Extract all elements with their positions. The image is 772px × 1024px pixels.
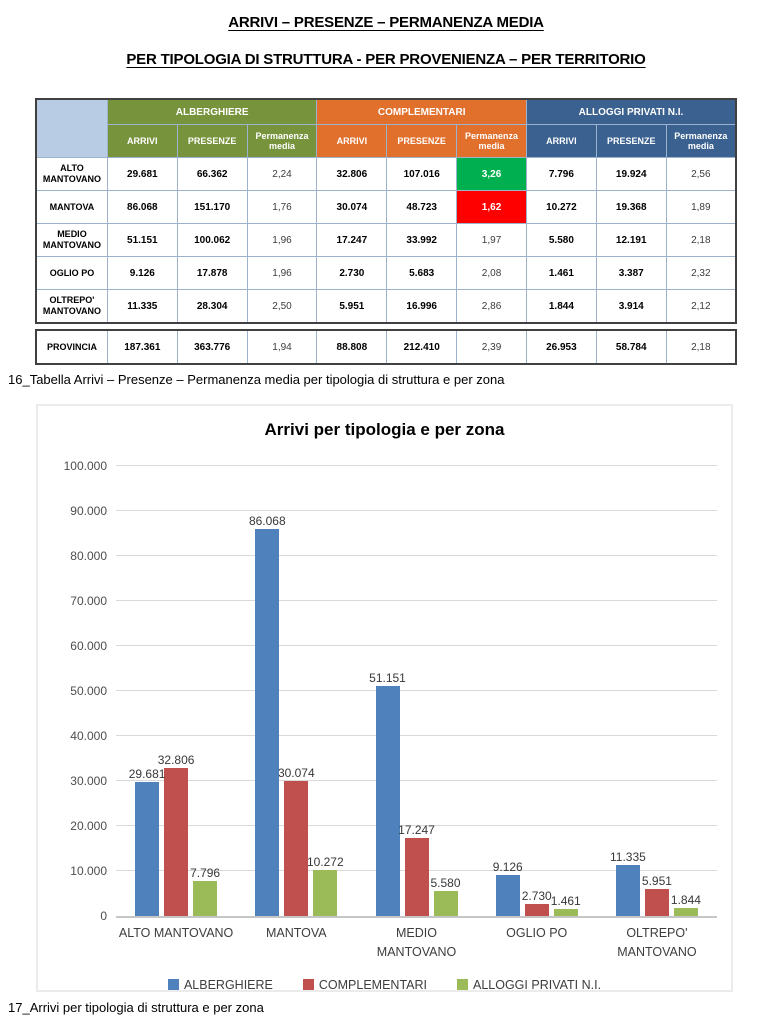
subheader-cell: Permanenza media	[457, 125, 527, 158]
zone-label: PROVINCIA	[36, 330, 107, 364]
bar-group	[248, 466, 286, 916]
zone-label: ALTO MANTOVANO	[36, 158, 107, 191]
category-label: ALTO MANTOVANO	[118, 926, 234, 940]
page-title: ARRIVI – PRESENZE – PERMANENZA MEDIA	[228, 14, 544, 31]
legend-label: ALLOGGI PRIVATI N.I.	[473, 977, 602, 992]
legend-label: ALBERGHIERE	[183, 977, 273, 992]
bar-value-label: 30.074	[277, 765, 315, 780]
value-cell: 363.776	[177, 330, 247, 364]
bar	[674, 908, 698, 916]
value-cell: 1,76	[247, 191, 317, 224]
bar	[376, 686, 400, 916]
value-cell: 151.170	[177, 191, 247, 224]
value-cell: 2,24	[247, 158, 317, 191]
bar-group	[277, 466, 315, 916]
subheader-cell: PRESENZE	[387, 125, 457, 158]
table-row	[36, 158, 736, 191]
value-cell: 100.062	[177, 224, 247, 257]
value-cell: 7.796	[526, 158, 596, 191]
bar-group	[550, 466, 581, 916]
table-row	[36, 257, 736, 290]
provincia-table	[35, 329, 737, 365]
value-cell: 1.461	[526, 257, 596, 290]
bar	[164, 768, 188, 916]
group-header-3: ALLOGGI PRIVATI N.I.	[526, 99, 736, 125]
value-cell: 30.074	[317, 191, 387, 224]
category-label: MEDIO MANTOVANO	[376, 926, 457, 959]
value-cell: 2,08	[457, 257, 527, 290]
bar-group	[430, 466, 461, 916]
page-subtitle: PER TIPOLOGIA DI STRUTTURA - PER PROVENIENZA – PER TERRITORIO	[126, 51, 646, 68]
value-cell: 1,62	[457, 191, 527, 224]
bar	[645, 889, 669, 916]
bar	[525, 904, 549, 916]
value-cell: 2,32	[666, 257, 736, 290]
chart-legend	[38, 978, 731, 992]
value-cell: 11.335	[107, 290, 177, 324]
value-cell: 2,86	[457, 290, 527, 324]
bar-group	[157, 466, 195, 916]
bar-value-label: 9.126	[492, 859, 523, 874]
value-cell: 2,18	[666, 224, 736, 257]
group-header-1: ALBERGHIERE	[107, 99, 317, 125]
table-subheader-row	[36, 125, 736, 158]
subheader-cell: ARRIVI	[317, 125, 387, 158]
value-cell: 19.368	[596, 191, 666, 224]
bar-group	[398, 466, 435, 916]
bar-cluster	[116, 466, 236, 916]
subheader-cell: Permanenza media	[666, 125, 736, 158]
value-cell: 3,26	[457, 158, 527, 191]
subheader-cell: PRESENZE	[177, 125, 247, 158]
bar-cluster	[236, 466, 356, 916]
bar-group	[610, 466, 646, 916]
bar	[135, 782, 159, 916]
bar-group	[521, 466, 552, 916]
value-cell: 9.126	[107, 257, 177, 290]
bar	[616, 865, 640, 916]
zone-label: OGLIO PO	[36, 257, 107, 290]
legend-item	[457, 978, 601, 992]
value-cell: 66.362	[177, 158, 247, 191]
zone-label: MEDIO MANTOVANO	[36, 224, 107, 257]
bar-value-label: 5.951	[641, 874, 672, 889]
legend-swatch-icon	[457, 979, 468, 990]
value-cell: 5.683	[387, 257, 457, 290]
chart-plot: 0 10.000 20.000 30.000 40.000 50.000 60.000 70.000 80.000 90.000 100.000 29.681 32.806 7.796 86.068 30.074 10.272 51.151 17.247 5.580 9.126 2.730 1.461 11.335 5.951 1.844	[116, 466, 717, 918]
value-cell: 2,18	[666, 330, 736, 364]
category-label: MANTOVA	[265, 926, 327, 940]
bar-value-label: 10.272	[306, 854, 344, 869]
value-cell: 5.580	[526, 224, 596, 257]
value-cell: 2,50	[247, 290, 317, 324]
bar-value-label: 32.806	[157, 753, 195, 768]
bar-value-label: 7.796	[190, 865, 221, 880]
value-cell: 17.878	[177, 257, 247, 290]
chart-title: Arrivi per tipologia e per zona	[264, 420, 505, 439]
table-caption: 16_Tabella Arrivi – Presenze – Permanenza media per tipologia di struttura e per zona	[8, 372, 505, 387]
legend-swatch-icon	[168, 979, 179, 990]
bar-value-label: 86.068	[248, 513, 286, 528]
chart-caption: 17_Arrivi per tipologia di struttura e per zona	[8, 1000, 264, 1015]
legend-swatch-icon	[303, 979, 314, 990]
value-cell: 86.068	[107, 191, 177, 224]
bar-group	[492, 466, 523, 916]
value-cell: 1,96	[247, 257, 317, 290]
value-cell: 16.996	[387, 290, 457, 324]
value-cell: 28.304	[177, 290, 247, 324]
provincia-row	[36, 330, 736, 364]
value-cell: 88.808	[317, 330, 387, 364]
value-cell: 32.806	[317, 158, 387, 191]
bar	[496, 875, 520, 916]
bar-cluster	[356, 466, 476, 916]
summary-table	[35, 98, 737, 324]
subheader-cell: ARRIVI	[526, 125, 596, 158]
legend-item	[168, 978, 273, 992]
bar-value-label: 2.730	[521, 888, 552, 903]
bar-value-label: 1.844	[670, 892, 701, 907]
value-cell: 19.924	[596, 158, 666, 191]
table-row	[36, 191, 736, 224]
value-cell: 1,97	[457, 224, 527, 257]
bar	[434, 891, 458, 916]
value-cell: 187.361	[107, 330, 177, 364]
category-label: OLTREPO' MANTOVANO	[617, 926, 697, 959]
value-cell: 2,39	[457, 330, 527, 364]
value-cell: 3.387	[596, 257, 666, 290]
bar-group	[190, 466, 221, 916]
value-cell: 212.410	[387, 330, 457, 364]
bar-group	[369, 466, 406, 916]
bar-value-label: 51.151	[369, 670, 406, 685]
value-cell: 2,56	[666, 158, 736, 191]
group-header-2: COMPLEMENTARI	[317, 99, 527, 125]
value-cell: 2.730	[317, 257, 387, 290]
table-section	[35, 98, 737, 365]
table-row	[36, 290, 736, 324]
value-cell: 58.784	[596, 330, 666, 364]
value-cell: 1,89	[666, 191, 736, 224]
bar-value-label: 17.247	[398, 823, 435, 838]
value-cell: 2,12	[666, 290, 736, 324]
value-cell: 26.953	[526, 330, 596, 364]
value-cell: 10.272	[526, 191, 596, 224]
value-cell: 3.914	[596, 290, 666, 324]
bar-value-label: 1.461	[550, 894, 581, 909]
value-cell: 1.844	[526, 290, 596, 324]
value-cell: 17.247	[317, 224, 387, 257]
value-cell: 51.151	[107, 224, 177, 257]
chart-box	[36, 404, 733, 992]
subheader-cell: PRESENZE	[596, 125, 666, 158]
legend-label: COMPLEMENTARI	[318, 977, 427, 992]
value-cell: 48.723	[387, 191, 457, 224]
bar	[255, 529, 279, 916]
subheader-cell: Permanenza media	[247, 125, 317, 158]
value-cell: 107.016	[387, 158, 457, 191]
table-row	[36, 224, 736, 257]
category-label: OGLIO PO	[506, 926, 568, 940]
value-cell: 1,94	[247, 330, 317, 364]
bar	[554, 909, 578, 916]
value-cell: 29.681	[107, 158, 177, 191]
bar	[284, 781, 308, 916]
legend-item	[303, 978, 427, 992]
bar-group	[641, 466, 672, 916]
value-cell: 5.951	[317, 290, 387, 324]
value-cell: 1,96	[247, 224, 317, 257]
bar-value-label: 29.681	[128, 767, 166, 782]
subheader-cell: ARRIVI	[107, 125, 177, 158]
value-cell: 12.191	[596, 224, 666, 257]
zone-label: MANTOVA	[36, 191, 107, 224]
table-header-group-row	[36, 99, 736, 125]
bar-value-label: 5.580	[430, 875, 461, 890]
bar-clusters	[116, 466, 717, 916]
table-corner-cell	[36, 99, 107, 158]
bar	[405, 838, 429, 916]
bar-cluster	[597, 466, 717, 916]
x-axis-labels	[116, 924, 717, 962]
zone-label: OLTREPO' MANTOVANO	[36, 290, 107, 324]
bar-group	[670, 466, 701, 916]
bar-group	[128, 466, 166, 916]
bar	[193, 881, 217, 916]
value-cell: 33.992	[387, 224, 457, 257]
bar	[313, 870, 337, 916]
bar-cluster	[477, 466, 597, 916]
bar-value-label: 11.335	[610, 850, 646, 864]
bar-group	[306, 466, 344, 916]
